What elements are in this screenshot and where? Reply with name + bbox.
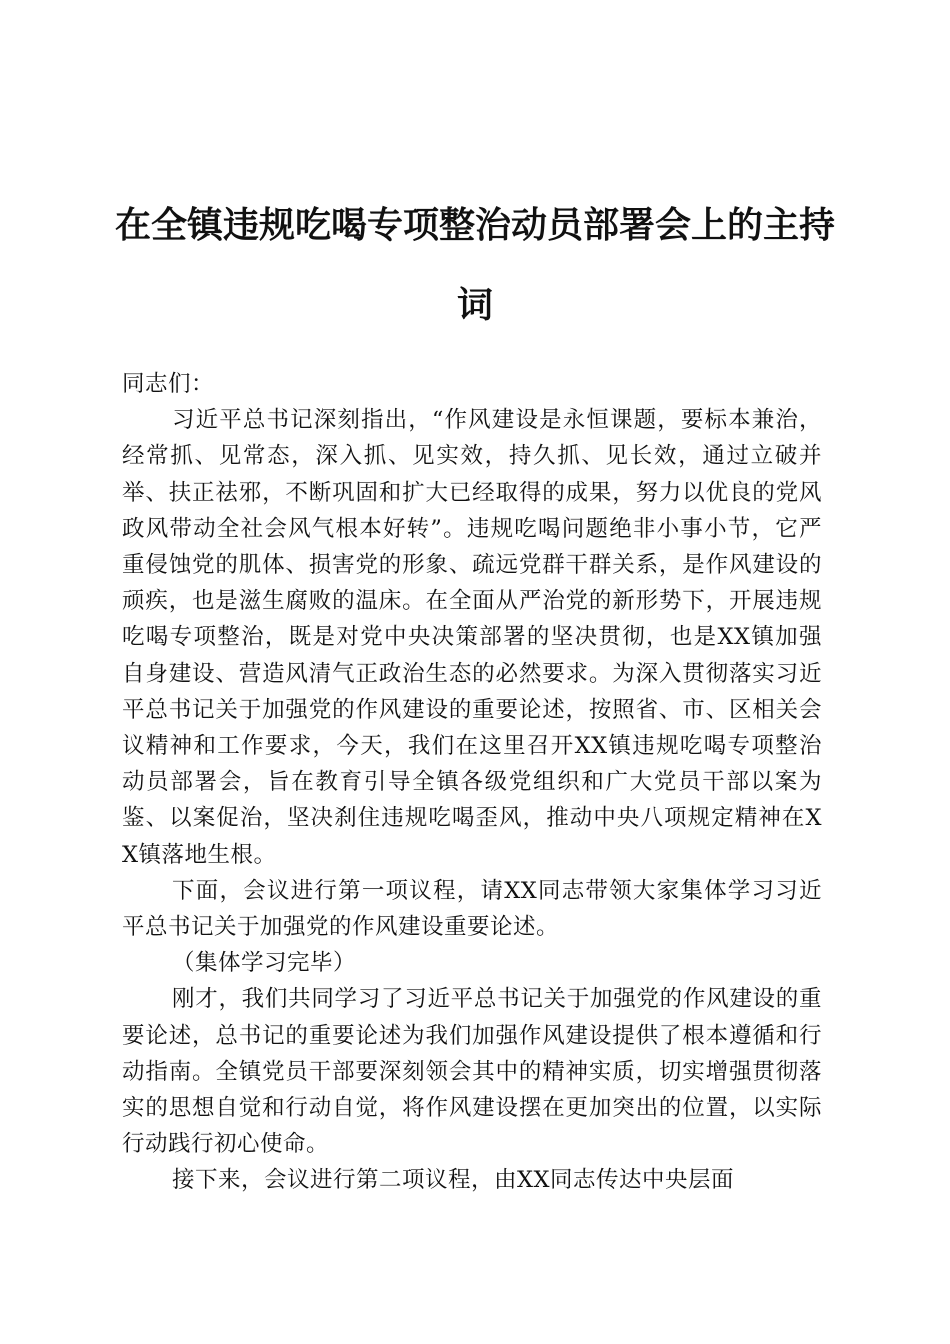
paragraph-agenda-1: 下面，会议进行第一项议程，请XX同志带领大家集体学习习近平总书记关于加强党的作风建设重要论述。 — [122, 877, 822, 941]
document-title-line-1: 在全镇违规吃喝专项整治动员部署会上的主持 — [114, 204, 835, 246]
document-body — [122, 366, 822, 1199]
paragraph-summary: 刚才，我们共同学习了习近平总书记关于加强党的作风建设的重要论述，总书记的重要论述为我们加强作风建设提供了根本遵循和行动指南。全镇党员干部要深刻领会其中的精神实质，切实增强贯彻落实的思想自觉和行动自觉，将作风建设摆在更加突出的位置，以实际行动践行初心使命。 — [122, 986, 822, 1158]
paragraph-opening: 习近平总书记深刻指出，“作风建设是永恒课题，要标本兼治，经常抓、见常态，深入抓、见实效，持久抓、见长效，通过立破并举、扶正祛邪，不断巩固和扩大已经取得的成果，努力以优良的党风政风带动全社会风气根本好转”。违规吃喝问题绝非小事小节，它严重侵蚀党的肌体、损害党的形象、疏远党群干群关系，是作风建设的顽疾，也是滋生腐败的温床。在全面从严治党的新形势下，开展违规吃喝专项整治，既是对党中央决策部署的坚决贯彻，也是XX镇加强自身建设、营造风清气正政治生态的必然要求。为深入贯彻落实习近平总书记关于加强党的作风建设的重要论述，按照省、市、区相关会议精神和工作要求，今天，我们在这里召开XX镇违规吃喝专项整治动员部署会，旨在教育引导全镇各级党组织和广大党员干部以案为鉴、以案促治，坚决刹住违规吃喝歪风，推动中央八项规定精神在XX镇落地生根。 — [122, 407, 822, 868]
document-title — [110, 185, 840, 345]
paragraph-agenda-2: 接下来，会议进行第二项议程，由XX同志传达中央层面 — [172, 1167, 735, 1194]
paragraph-study-note: （集体学习完毕） — [172, 950, 357, 977]
salutation: 同志们： — [122, 371, 215, 397]
document-title-line-2: 词 — [456, 284, 493, 326]
